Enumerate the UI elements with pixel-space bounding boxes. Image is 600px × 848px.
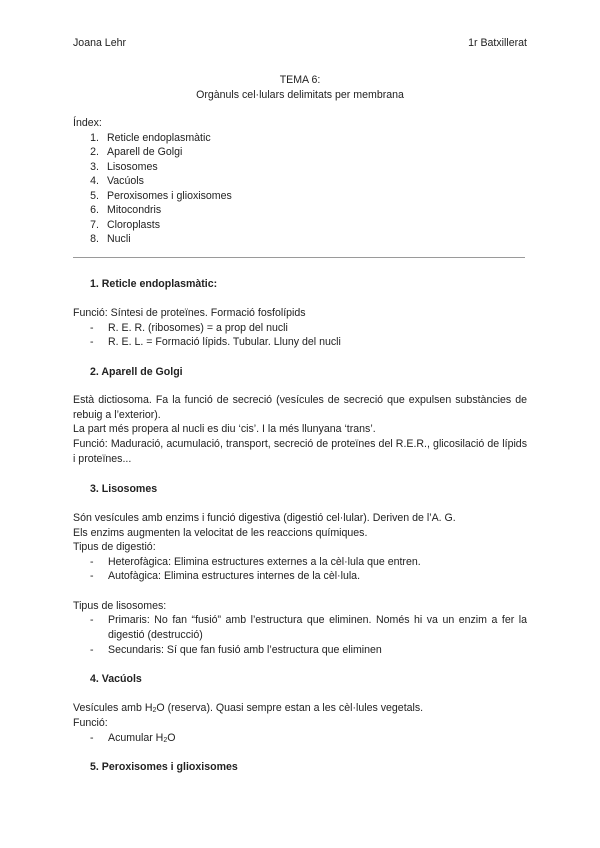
index-item: 4. Vacúols xyxy=(90,175,144,187)
index-item: 8. Nucli xyxy=(90,233,131,245)
section-heading: 3. Lisosomes xyxy=(90,483,158,495)
title-line2: Orgànuls cel·lulars delimitats per membrana xyxy=(196,89,404,101)
index-item: 5. Peroxisomes i glioxisomes xyxy=(90,190,232,202)
section-heading: 4. Vacúols xyxy=(90,673,142,685)
index-label: Índex: xyxy=(73,117,102,129)
title-line1: TEMA 6: xyxy=(279,74,321,86)
paragraph: Tipus de lisosomes: xyxy=(73,600,167,612)
index-item: 1. Reticle endoplasmàtic xyxy=(90,132,211,144)
document-page: Joana Lehr 1r Batxillerat TEMA 6: Orgànuls cel·lulars delimitats per membrana Índex: 1. Reticle endoplasmàtic 2. Aparell de Golgi 3. Lisosomes 4. Vacúols 5. Peroxisomes i glioxisomes 6. Mitocondris 7. Cloroplasts 8. Nucli 1. Reticle endoplasmàtic: Funció: Síntesi de proteïnes. Formació fosfolípids - R. E. R. (ribosomes) = a prop del nucli - R. E. L. = Formació lípids. Tubular. Lluny del nucli 2. Aparell de Golgi Està dictiosoma. Fa la funció de secreció (vesícules de secreció que expulsen substàncies de rebuig a l’exterior). La part més propera al nucli es diu ‘cis’. I la més llunyana ‘trans’. Funció: Maduració, acumulació, transport, secreció de proteïnes del R.E.R., glicosilació de lípids i proteïnes... 3. Lisosomes Són vesícules amb enzims i funció digestiva (digestió cel·lular). Deriven de l’A. G. Els enzims augmenten la velocitat de les reaccions químiques. Tipus de digestió: - Heterofàgica: Elimina estructures externes a la cèl·lula que entren. - Autofàgica: Elimina estructures internes de la cèl·lula. Tipus de lisosomes: - Primaris: No fan “fusió” amb l’estructura que eliminen. Només hi va un enzim a fer la digestió (destrucció) - Secundaris: Sí que fan fusió amb l’estructura que eliminen 4. Vacúols Vesícules amb $H_2O$ (reserva). Quasi sempre estan a les cèl·lules vegetals. Funció: - Acumular $H_2O$ 5. Peroxisomes i glioxisomes xyxy=(0,0,600,848)
index-item: 3. Lisosomes xyxy=(90,161,158,173)
index-item: 7. Cloroplasts xyxy=(90,219,160,231)
section-heading: 5. Peroxisomes i glioxisomes xyxy=(90,761,238,773)
paragraph: Funció: Síntesi de proteïnes. Formació fosfolípids xyxy=(73,307,306,319)
paragraph: Són vesícules amb enzims i funció digestiva (digestió cel·lular). Deriven de l’A. G. xyxy=(73,512,456,524)
bullet-item: - Primaris: No fan “fusió” amb l’estructura que eliminen. Només hi va un enzim a fer la digestió (destrucció) xyxy=(90,614,527,641)
section-heading: 1. Reticle endoplasmàtic: xyxy=(90,278,218,290)
header-course: 1r Batxillerat xyxy=(468,37,527,49)
header-author: Joana Lehr xyxy=(73,37,127,49)
paragraph: Està dictiosoma. Fa la funció de secreció (vesícules de secreció que expulsen substàncies de rebuig a l’exterior). xyxy=(73,394,527,421)
section-heading: 2. Aparell de Golgi xyxy=(90,366,183,378)
paragraph: La part més propera al nucli es diu ‘cis’. I la més llunyana ‘trans’. xyxy=(73,423,376,435)
divider xyxy=(73,257,525,258)
paragraph: Funció: xyxy=(73,717,108,729)
index-item: 6. Mitocondris xyxy=(90,204,162,216)
paragraph: Vesícules amb $H_2O$ (reserva). Quasi sempre estan a les cèl·lules vegetals. xyxy=(73,702,424,714)
paragraph: Tipus de digestió: xyxy=(73,541,156,553)
index-item: 2. Aparell de Golgi xyxy=(90,146,183,158)
bullet-item: - Secundaris: Sí que fan fusió amb l’estructura que eliminen xyxy=(90,644,382,656)
paragraph: Funció: Maduració, acumulació, transport, secreció de proteïnes del R.E.R., glicosilació de lípids i proteïnes... xyxy=(73,438,527,465)
paragraph: Els enzims augmenten la velocitat de les reaccions químiques. xyxy=(73,527,368,539)
